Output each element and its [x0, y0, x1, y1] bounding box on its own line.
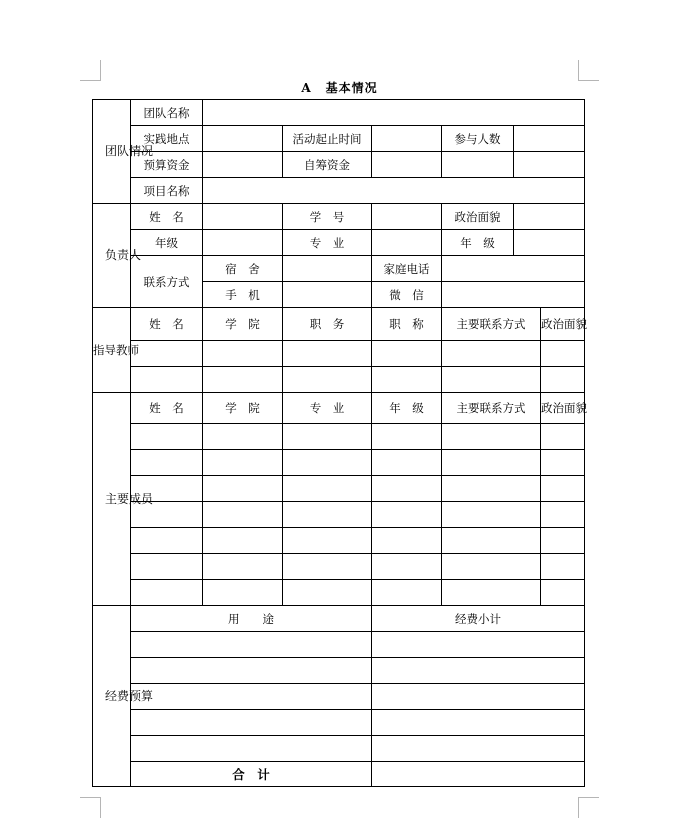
member-cell[interactable] — [203, 554, 283, 580]
member-cell[interactable] — [372, 528, 442, 554]
basic-info-table — [92, 99, 585, 787]
member-cell[interactable] — [203, 528, 283, 554]
budget-amount-cell[interactable] — [372, 736, 585, 762]
members-section-label: 主要成员 — [93, 393, 131, 606]
members-header-contact: 主要联系方式 — [442, 393, 541, 424]
budget-funds-label: 预算资金 — [131, 152, 203, 178]
leader-row-2 — [93, 230, 585, 256]
member-cell[interactable] — [442, 476, 541, 502]
budget-row — [93, 710, 585, 736]
advisor-cell[interactable] — [372, 341, 442, 367]
members-header-college: 学 院 — [203, 393, 283, 424]
budget-funds-field[interactable] — [203, 152, 283, 178]
team-section-label: 团队情况 — [93, 100, 131, 204]
project-name-label: 项目名称 — [131, 178, 203, 204]
home-phone-field[interactable] — [442, 256, 585, 282]
advisor-header-college: 学 院 — [203, 308, 283, 341]
leader-name-label: 姓 名 — [131, 204, 203, 230]
member-row — [93, 528, 585, 554]
advisor-header-title: 职 称 — [372, 308, 442, 341]
advisor-cell[interactable] — [203, 367, 283, 393]
member-cell[interactable] — [541, 580, 585, 606]
member-cell[interactable] — [131, 554, 203, 580]
member-cell[interactable] — [442, 502, 541, 528]
home-phone-label: 家庭电话 — [372, 256, 442, 282]
leader-political-label: 政治面貌 — [442, 204, 514, 230]
budget-total-row — [93, 762, 585, 787]
leader-grade-label: 年级 — [131, 230, 203, 256]
advisor-cell[interactable] — [541, 367, 585, 393]
member-cell[interactable] — [203, 476, 283, 502]
budget-use-cell[interactable] — [131, 736, 372, 762]
member-cell[interactable] — [203, 502, 283, 528]
student-id-field[interactable] — [372, 204, 442, 230]
budget-subtotal-header: 经费小计 — [372, 606, 585, 632]
member-cell[interactable] — [283, 554, 372, 580]
budget-row — [93, 684, 585, 710]
advisor-header-position: 职 务 — [283, 308, 372, 341]
member-cell[interactable] — [442, 424, 541, 450]
contact-label: 联系方式 — [131, 256, 203, 308]
member-cell[interactable] — [131, 580, 203, 606]
dorm-field[interactable] — [283, 256, 372, 282]
student-id-label: 学 号 — [283, 204, 372, 230]
member-cell[interactable] — [203, 450, 283, 476]
budget-row — [93, 632, 585, 658]
corner-mark-top-left — [80, 60, 101, 81]
advisor-cell[interactable] — [442, 367, 541, 393]
member-cell[interactable] — [283, 580, 372, 606]
members-header-row — [93, 393, 585, 424]
team-row-name — [93, 100, 585, 126]
member-row — [93, 502, 585, 528]
advisor-section-label: 指导教师 — [93, 308, 131, 393]
members-header-major: 专 业 — [283, 393, 372, 424]
member-row — [93, 580, 585, 606]
corner-mark-top-right — [578, 60, 599, 81]
team-name-field[interactable] — [203, 100, 585, 126]
period-label: 活动起止时间 — [283, 126, 372, 152]
leader-grade-field[interactable] — [203, 230, 283, 256]
title-text: 基本情况 — [325, 81, 378, 95]
member-cell[interactable] — [203, 424, 283, 450]
team-name-label: 团队名称 — [131, 100, 203, 126]
empty-cell[interactable] — [514, 152, 585, 178]
leader-political-field[interactable] — [514, 204, 585, 230]
member-cell[interactable] — [131, 424, 203, 450]
corner-mark-bottom-right — [578, 797, 599, 818]
members-header-political: 政治面貌 — [541, 393, 585, 424]
budget-use-header: 用 途 — [131, 606, 372, 632]
member-cell[interactable] — [283, 502, 372, 528]
advisor-cell[interactable] — [283, 367, 372, 393]
member-cell[interactable] — [442, 554, 541, 580]
dorm-label: 宿 舍 — [203, 256, 283, 282]
self-funds-label: 自筹资金 — [283, 152, 372, 178]
team-row-budget — [93, 152, 585, 178]
advisor-row — [93, 341, 585, 367]
site-label: 实践地点 — [131, 126, 203, 152]
advisor-cell[interactable] — [131, 341, 203, 367]
team-row-project — [93, 178, 585, 204]
member-cell[interactable] — [372, 450, 442, 476]
team-row-site — [93, 126, 585, 152]
member-cell[interactable] — [283, 450, 372, 476]
leader-name-field[interactable] — [203, 204, 283, 230]
advisor-header-political: 政治面貌 — [541, 308, 585, 341]
budget-row — [93, 658, 585, 684]
budget-use-cell[interactable] — [131, 684, 372, 710]
members-header-name: 姓 名 — [131, 393, 203, 424]
budget-total-label: 合 计 — [131, 762, 372, 787]
participants-field[interactable] — [514, 126, 585, 152]
mobile-label: 手 机 — [203, 282, 283, 308]
period-field[interactable] — [372, 126, 442, 152]
budget-use-cell[interactable] — [131, 710, 372, 736]
participants-label: 参与人数 — [442, 126, 514, 152]
wechat-label: 微 信 — [372, 282, 442, 308]
member-cell[interactable] — [283, 424, 372, 450]
leader-grade2-field[interactable] — [514, 230, 585, 256]
wechat-field[interactable] — [442, 282, 585, 308]
leader-grade2-label: 年 级 — [442, 230, 514, 256]
member-cell[interactable] — [541, 554, 585, 580]
member-cell[interactable] — [442, 528, 541, 554]
member-cell[interactable] — [131, 450, 203, 476]
budget-amount-cell[interactable] — [372, 658, 585, 684]
leader-major-field[interactable] — [372, 230, 442, 256]
leader-row-3 — [93, 256, 585, 282]
site-field[interactable] — [203, 126, 283, 152]
budget-amount-cell[interactable] — [372, 632, 585, 658]
project-name-field[interactable] — [203, 178, 585, 204]
member-row — [93, 554, 585, 580]
member-cell[interactable] — [283, 476, 372, 502]
advisor-header-row — [93, 308, 585, 341]
budget-header-row — [93, 606, 585, 632]
member-row — [93, 424, 585, 450]
leader-row-1 — [93, 204, 585, 230]
member-cell[interactable] — [541, 450, 585, 476]
budget-use-cell[interactable] — [131, 658, 372, 684]
page-title — [0, 79, 679, 96]
member-cell[interactable] — [442, 450, 541, 476]
member-cell[interactable] — [131, 528, 203, 554]
budget-section-label: 经费预算 — [93, 606, 131, 787]
leader-section-label: 负责人 — [93, 204, 131, 308]
advisor-cell[interactable] — [283, 341, 372, 367]
member-row — [93, 450, 585, 476]
advisor-row — [93, 367, 585, 393]
member-cell[interactable] — [372, 424, 442, 450]
member-cell[interactable] — [372, 554, 442, 580]
member-cell[interactable] — [541, 528, 585, 554]
advisor-header-contact: 主要联系方式 — [442, 308, 541, 341]
members-header-grade: 年 级 — [372, 393, 442, 424]
self-funds-field[interactable] — [372, 152, 442, 178]
mobile-field[interactable] — [283, 282, 372, 308]
member-cell[interactable] — [372, 580, 442, 606]
advisor-cell[interactable] — [372, 367, 442, 393]
member-row — [93, 476, 585, 502]
budget-use-cell[interactable] — [131, 632, 372, 658]
budget-amount-cell[interactable] — [372, 710, 585, 736]
leader-major-label: 专 业 — [283, 230, 372, 256]
member-cell[interactable] — [372, 502, 442, 528]
empty-cell[interactable] — [442, 152, 514, 178]
title-letter: A — [301, 81, 312, 95]
member-cell[interactable] — [372, 476, 442, 502]
budget-row — [93, 736, 585, 762]
corner-mark-bottom-left — [80, 797, 101, 818]
member-cell[interactable] — [541, 476, 585, 502]
member-cell[interactable] — [203, 580, 283, 606]
member-cell[interactable] — [541, 424, 585, 450]
budget-total-field[interactable] — [372, 762, 585, 787]
budget-amount-cell[interactable] — [372, 684, 585, 710]
advisor-cell[interactable] — [203, 341, 283, 367]
member-cell[interactable] — [541, 502, 585, 528]
advisor-cell[interactable] — [442, 341, 541, 367]
advisor-header-name: 姓 名 — [131, 308, 203, 341]
member-cell[interactable] — [283, 528, 372, 554]
advisor-cell[interactable] — [131, 367, 203, 393]
advisor-cell[interactable] — [541, 341, 585, 367]
member-cell[interactable] — [442, 580, 541, 606]
